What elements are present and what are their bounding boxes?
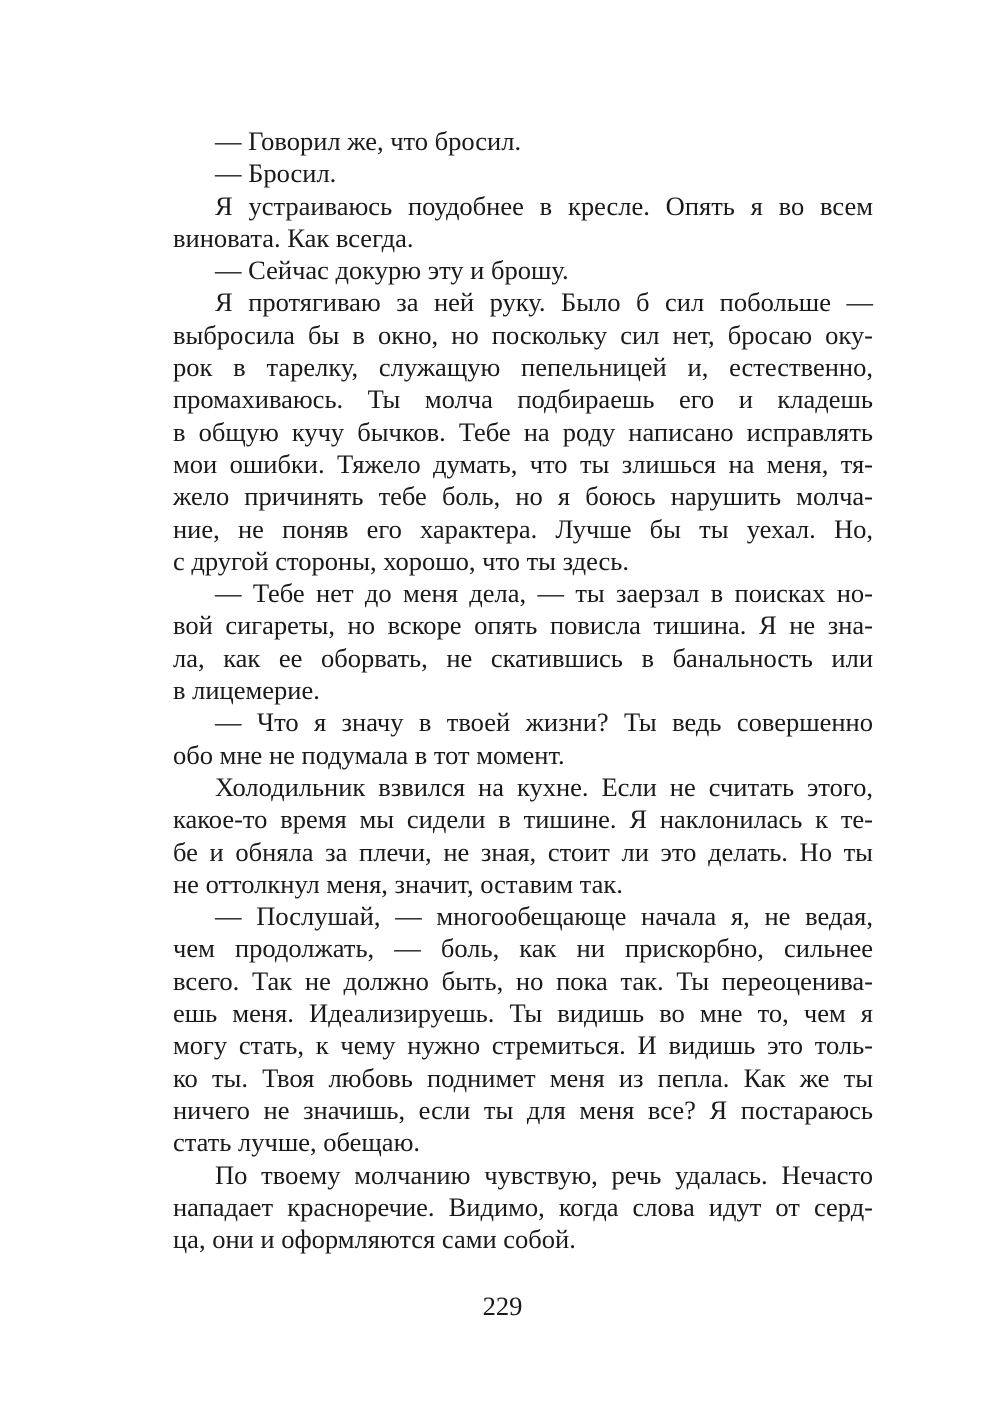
text-line: Я устраиваюсь поудобнее в кресле. Опять я во всем [215,190,873,221]
text-line: в лицемерие. [173,675,320,706]
text-line: стать лучше, обещаю. [173,1127,420,1158]
text-line: ние, не поняв его характера. Лучше бы ты уехал. Но, [173,513,873,544]
text-line: — Послушай, — многообещающе начала я, не ведая, [215,901,873,932]
paragraph [173,254,873,286]
text-line: обо мне не подумала в тот момент. [173,739,565,770]
text-line: с другой стороны, хорошо, что ты здесь. [173,545,629,576]
paragraph [173,286,873,577]
text-line: нападает красноречие. Видимо, когда слова идут от серд- [173,1191,873,1222]
text-line: — Тебе нет до меня дела, — ты заерзал в поисках но- [215,578,873,609]
text-line: жело причинять тебе боль, но я боюсь нарушить молча- [173,481,873,512]
body-text [173,125,873,1255]
page-number: 229 [482,1291,523,1321]
text-line: — Бросил. [215,158,337,189]
text-line: ла, как ее оборвать, не скатившись в банальность или [173,642,873,673]
text-line: выбросила бы в окно, но поскольку сил нет, бросаю оку- [173,319,873,350]
paragraph [173,771,873,900]
text-line: рок в тарелку, служащую пепельницей и, естественно, [173,352,873,383]
paragraph [173,577,873,706]
text-line: ца, они и оформляются сами собой. [173,1224,576,1255]
text-line: могу стать, к чему нужно стремиться. И видишь это толь- [173,1030,873,1061]
paragraph [173,1159,873,1256]
paragraph [173,125,873,157]
text-line: Холодильник взвился на кухне. Если не считать этого, [215,771,873,802]
text-line: бе и обняла за плечи, не зная, стоит ли это делать. Но ты [173,836,873,867]
text-line: мои ошибки. Тяжело думать, что ты злишься на меня, тя- [173,448,873,479]
text-line: не оттолкнул меня, значит, оставим так. [173,868,623,899]
text-line: ешь меня. Идеализируешь. Ты видишь во мне то, чем я [173,998,873,1029]
text-line: вой сигареты, но вскоре опять повисла тишина. Я не зна- [173,610,873,641]
paragraph [173,157,873,189]
text-line: — Говорил же, что бросил. [215,126,522,156]
text-line: в общую кучу бычков. Тебе на роду написано исправлять [173,416,873,447]
text-line: ко ты. Твоя любовь поднимет меня из пепла. Как же ты [173,1062,873,1093]
text-line: По твоему молчанию чувствую, речь удалась. Нечасто [215,1159,873,1190]
text-line: ничего не значишь, если ты для меня все? Я постараюсь [173,1094,873,1125]
text-line: виновата. Как всегда. [173,222,414,253]
paragraph [173,706,873,771]
text-line: — Что я значу в твоей жизни? Ты ведь совершенно [215,707,873,738]
paragraph [173,900,873,1158]
text-line: промахиваюсь. Ты молча подбираешь его и кладешь [173,384,873,415]
text-line: — Сейчас докурю эту и брошу. [215,255,569,286]
text-line: Я протягиваю за ней руку. Было б сил побольше — [215,287,873,318]
text-line: какое-то время мы сидели в тишине. Я наклонилась к те- [173,804,873,835]
text-line: чем продолжать, — боль, как ни прискорбно, сильнее [173,933,873,964]
text-line: всего. Так не должно быть, но пока так. Ты переоценива- [173,965,873,996]
paragraph [173,190,873,255]
